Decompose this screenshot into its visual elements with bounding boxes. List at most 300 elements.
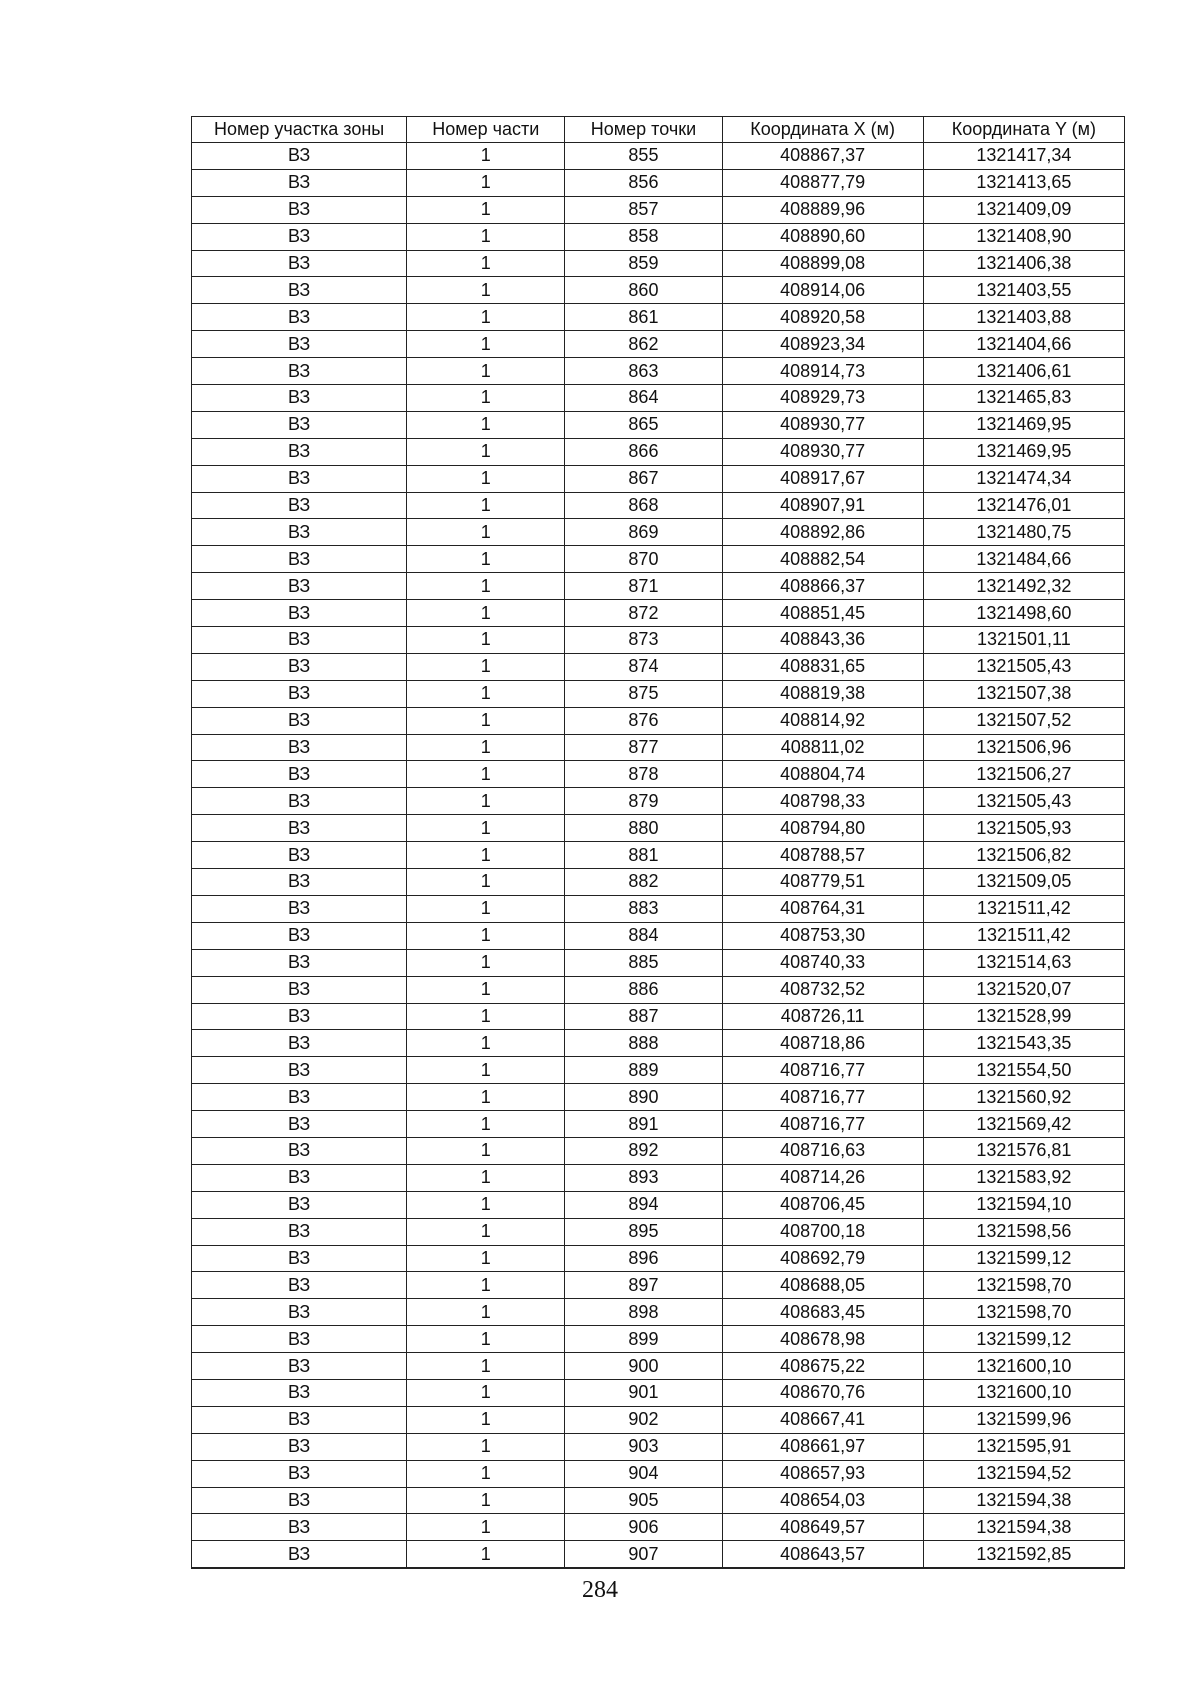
zone-section-cell: ВЗ [192, 1353, 407, 1380]
table-row [192, 869, 1125, 896]
table-row [192, 1057, 1125, 1084]
part-number-cell: 1 [407, 223, 565, 250]
point-number-cell: 899 [565, 1326, 722, 1353]
table-row [192, 707, 1125, 734]
table-row [192, 1137, 1125, 1164]
table-row [192, 438, 1125, 465]
zone-section-cell: ВЗ [192, 358, 407, 385]
table-row [192, 1379, 1125, 1406]
coordinate-y-cell: 1321576,81 [923, 1137, 1124, 1164]
coordinate-y-cell: 1321409,09 [923, 196, 1124, 223]
coordinate-y-cell: 1321505,43 [923, 653, 1124, 680]
point-number-cell: 866 [565, 438, 722, 465]
part-number-cell: 1 [407, 1460, 565, 1487]
table-row [192, 922, 1125, 949]
coordinate-y-cell: 1321511,42 [923, 895, 1124, 922]
table-row [192, 653, 1125, 680]
coordinate-x-cell: 408649,57 [722, 1514, 923, 1541]
header-coordinate-y: Координата Y (м) [923, 117, 1124, 143]
table-row [192, 358, 1125, 385]
part-number-cell: 1 [407, 761, 565, 788]
coordinate-x-cell: 408788,57 [722, 842, 923, 869]
zone-section-cell: ВЗ [192, 1514, 407, 1541]
point-number-cell: 893 [565, 1164, 722, 1191]
coordinate-y-cell: 1321600,10 [923, 1379, 1124, 1406]
coordinate-x-cell: 408779,51 [722, 869, 923, 896]
table-row [192, 573, 1125, 600]
part-number-cell: 1 [407, 1245, 565, 1272]
point-number-cell: 860 [565, 277, 722, 304]
table-row [192, 492, 1125, 519]
coordinate-x-cell: 408889,96 [722, 196, 923, 223]
point-number-cell: 879 [565, 788, 722, 815]
coordinates-table [191, 116, 1125, 1569]
point-number-cell: 864 [565, 385, 722, 412]
table-row [192, 250, 1125, 277]
zone-section-cell: ВЗ [192, 1003, 407, 1030]
point-number-cell: 880 [565, 815, 722, 842]
point-number-cell: 907 [565, 1541, 722, 1568]
coordinate-y-cell: 1321406,38 [923, 250, 1124, 277]
zone-section-cell: ВЗ [192, 1245, 407, 1272]
coordinate-x-cell: 408688,05 [722, 1272, 923, 1299]
part-number-cell: 1 [407, 1084, 565, 1111]
coordinate-y-cell: 1321501,11 [923, 627, 1124, 654]
point-number-cell: 856 [565, 169, 722, 196]
point-number-cell: 869 [565, 519, 722, 546]
zone-section-cell: ВЗ [192, 1137, 407, 1164]
coordinate-x-cell: 408657,93 [722, 1460, 923, 1487]
coordinate-y-cell: 1321598,70 [923, 1299, 1124, 1326]
point-number-cell: 891 [565, 1111, 722, 1138]
part-number-cell: 1 [407, 1137, 565, 1164]
coordinate-x-cell: 408700,18 [722, 1218, 923, 1245]
zone-section-cell: ВЗ [192, 680, 407, 707]
point-number-cell: 884 [565, 922, 722, 949]
point-number-cell: 859 [565, 250, 722, 277]
table-row [192, 1218, 1125, 1245]
point-number-cell: 862 [565, 331, 722, 358]
point-number-cell: 900 [565, 1353, 722, 1380]
zone-section-cell: ВЗ [192, 627, 407, 654]
table-row [192, 1541, 1125, 1568]
coordinate-y-cell: 1321560,92 [923, 1084, 1124, 1111]
table-row [192, 1272, 1125, 1299]
part-number-cell: 1 [407, 1433, 565, 1460]
coordinate-y-cell: 1321595,91 [923, 1433, 1124, 1460]
part-number-cell: 1 [407, 815, 565, 842]
coordinate-x-cell: 408877,79 [722, 169, 923, 196]
coordinate-x-cell: 408917,67 [722, 465, 923, 492]
coordinate-y-cell: 1321583,92 [923, 1164, 1124, 1191]
coordinate-y-cell: 1321511,42 [923, 922, 1124, 949]
zone-section-cell: ВЗ [192, 411, 407, 438]
part-number-cell: 1 [407, 842, 565, 869]
part-number-cell: 1 [407, 331, 565, 358]
coordinate-y-cell: 1321598,56 [923, 1218, 1124, 1245]
table-row [192, 196, 1125, 223]
coordinate-x-cell: 408867,37 [722, 143, 923, 170]
part-number-cell: 1 [407, 1353, 565, 1380]
table-row [192, 1433, 1125, 1460]
table-row [192, 1084, 1125, 1111]
coordinate-y-cell: 1321403,88 [923, 304, 1124, 331]
point-number-cell: 887 [565, 1003, 722, 1030]
zone-section-cell: ВЗ [192, 331, 407, 358]
zone-section-cell: ВЗ [192, 546, 407, 573]
coordinate-y-cell: 1321480,75 [923, 519, 1124, 546]
part-number-cell: 1 [407, 196, 565, 223]
coordinate-y-cell: 1321492,32 [923, 573, 1124, 600]
coordinate-x-cell: 408892,86 [722, 519, 923, 546]
table-body [192, 143, 1125, 1569]
coordinate-y-cell: 1321592,85 [923, 1541, 1124, 1568]
table-row [192, 842, 1125, 869]
coordinate-x-cell: 408882,54 [722, 546, 923, 573]
part-number-cell: 1 [407, 627, 565, 654]
zone-section-cell: ВЗ [192, 143, 407, 170]
point-number-cell: 906 [565, 1514, 722, 1541]
coordinate-x-cell: 408907,91 [722, 492, 923, 519]
point-number-cell: 876 [565, 707, 722, 734]
part-number-cell: 1 [407, 1299, 565, 1326]
part-number-cell: 1 [407, 277, 565, 304]
table-row [192, 223, 1125, 250]
point-number-cell: 903 [565, 1433, 722, 1460]
coordinate-x-cell: 408718,86 [722, 1030, 923, 1057]
coordinate-y-cell: 1321505,93 [923, 815, 1124, 842]
zone-section-cell: ВЗ [192, 761, 407, 788]
coordinate-y-cell: 1321465,83 [923, 385, 1124, 412]
point-number-cell: 904 [565, 1460, 722, 1487]
point-number-cell: 870 [565, 546, 722, 573]
point-number-cell: 892 [565, 1137, 722, 1164]
zone-section-cell: ВЗ [192, 1326, 407, 1353]
coordinate-x-cell: 408814,92 [722, 707, 923, 734]
part-number-cell: 1 [407, 358, 565, 385]
table-row [192, 788, 1125, 815]
coordinate-x-cell: 408643,57 [722, 1541, 923, 1568]
coordinate-y-cell: 1321554,50 [923, 1057, 1124, 1084]
part-number-cell: 1 [407, 304, 565, 331]
part-number-cell: 1 [407, 250, 565, 277]
coordinate-y-cell: 1321528,99 [923, 1003, 1124, 1030]
coordinate-x-cell: 408811,02 [722, 734, 923, 761]
zone-section-cell: ВЗ [192, 196, 407, 223]
coordinate-x-cell: 408753,30 [722, 922, 923, 949]
coordinate-x-cell: 408683,45 [722, 1299, 923, 1326]
table-row [192, 331, 1125, 358]
table-row [192, 1514, 1125, 1541]
coordinate-x-cell: 408732,52 [722, 976, 923, 1003]
zone-section-cell: ВЗ [192, 1299, 407, 1326]
table-row [192, 143, 1125, 170]
coordinate-x-cell: 408914,06 [722, 277, 923, 304]
part-number-cell: 1 [407, 1057, 565, 1084]
table-row [192, 734, 1125, 761]
table-row [192, 385, 1125, 412]
part-number-cell: 1 [407, 788, 565, 815]
coordinate-y-cell: 1321594,38 [923, 1487, 1124, 1514]
table-row [192, 1191, 1125, 1218]
zone-section-cell: ВЗ [192, 815, 407, 842]
zone-section-cell: ВЗ [192, 250, 407, 277]
table-row [192, 1406, 1125, 1433]
point-number-cell: 898 [565, 1299, 722, 1326]
part-number-cell: 1 [407, 546, 565, 573]
point-number-cell: 878 [565, 761, 722, 788]
point-number-cell: 885 [565, 949, 722, 976]
coordinate-y-cell: 1321505,43 [923, 788, 1124, 815]
table-row [192, 1487, 1125, 1514]
point-number-cell: 905 [565, 1487, 722, 1514]
coordinate-x-cell: 408716,77 [722, 1111, 923, 1138]
point-number-cell: 863 [565, 358, 722, 385]
header-part-number: Номер части [407, 117, 565, 143]
part-number-cell: 1 [407, 411, 565, 438]
coordinate-y-cell: 1321404,66 [923, 331, 1124, 358]
coordinate-y-cell: 1321509,05 [923, 869, 1124, 896]
point-number-cell: 865 [565, 411, 722, 438]
zone-section-cell: ВЗ [192, 707, 407, 734]
table-row [192, 815, 1125, 842]
part-number-cell: 1 [407, 1164, 565, 1191]
zone-section-cell: ВЗ [192, 277, 407, 304]
zone-section-cell: ВЗ [192, 600, 407, 627]
header-coordinate-x: Координата X (м) [722, 117, 923, 143]
zone-section-cell: ВЗ [192, 438, 407, 465]
zone-section-cell: ВЗ [192, 1406, 407, 1433]
coordinate-y-cell: 1321506,82 [923, 842, 1124, 869]
table-row [192, 546, 1125, 573]
coordinate-x-cell: 408716,77 [722, 1057, 923, 1084]
part-number-cell: 1 [407, 895, 565, 922]
table-row [192, 304, 1125, 331]
point-number-cell: 890 [565, 1084, 722, 1111]
point-number-cell: 877 [565, 734, 722, 761]
table-row [192, 680, 1125, 707]
point-number-cell: 871 [565, 573, 722, 600]
zone-section-cell: ВЗ [192, 1084, 407, 1111]
part-number-cell: 1 [407, 869, 565, 896]
point-number-cell: 896 [565, 1245, 722, 1272]
coordinate-y-cell: 1321594,38 [923, 1514, 1124, 1541]
part-number-cell: 1 [407, 1272, 565, 1299]
part-number-cell: 1 [407, 680, 565, 707]
zone-section-cell: ВЗ [192, 465, 407, 492]
coordinate-x-cell: 408740,33 [722, 949, 923, 976]
table-row [192, 627, 1125, 654]
part-number-cell: 1 [407, 1003, 565, 1030]
page-number: 284 [582, 1577, 618, 1603]
point-number-cell: 855 [565, 143, 722, 170]
coordinate-y-cell: 1321599,12 [923, 1326, 1124, 1353]
table-row [192, 600, 1125, 627]
part-number-cell: 1 [407, 1406, 565, 1433]
coordinate-y-cell: 1321406,61 [923, 358, 1124, 385]
coordinate-x-cell: 408930,77 [722, 438, 923, 465]
coordinate-x-cell: 408661,97 [722, 1433, 923, 1460]
part-number-cell: 1 [407, 1487, 565, 1514]
header-point-number: Номер точки [565, 117, 722, 143]
part-number-cell: 1 [407, 1218, 565, 1245]
zone-section-cell: ВЗ [192, 949, 407, 976]
point-number-cell: 886 [565, 976, 722, 1003]
coordinate-x-cell: 408692,79 [722, 1245, 923, 1272]
table-row [192, 1003, 1125, 1030]
zone-section-cell: ВЗ [192, 1433, 407, 1460]
table-row [192, 895, 1125, 922]
part-number-cell: 1 [407, 385, 565, 412]
table-row [192, 1326, 1125, 1353]
part-number-cell: 1 [407, 1514, 565, 1541]
coordinate-y-cell: 1321599,12 [923, 1245, 1124, 1272]
coordinate-x-cell: 408804,74 [722, 761, 923, 788]
part-number-cell: 1 [407, 1191, 565, 1218]
coordinate-y-cell: 1321514,63 [923, 949, 1124, 976]
table-row [192, 761, 1125, 788]
zone-section-cell: ВЗ [192, 1218, 407, 1245]
zone-section-cell: ВЗ [192, 1057, 407, 1084]
point-number-cell: 857 [565, 196, 722, 223]
part-number-cell: 1 [407, 519, 565, 546]
coordinate-x-cell: 408716,77 [722, 1084, 923, 1111]
coordinate-x-cell: 408851,45 [722, 600, 923, 627]
table-row [192, 411, 1125, 438]
point-number-cell: 882 [565, 869, 722, 896]
part-number-cell: 1 [407, 438, 565, 465]
coordinate-x-cell: 408899,08 [722, 250, 923, 277]
zone-section-cell: ВЗ [192, 922, 407, 949]
coordinate-x-cell: 408923,34 [722, 331, 923, 358]
point-number-cell: 861 [565, 304, 722, 331]
table-row [192, 1111, 1125, 1138]
point-number-cell: 894 [565, 1191, 722, 1218]
table-header-row [192, 117, 1125, 143]
coordinate-y-cell: 1321543,35 [923, 1030, 1124, 1057]
zone-section-cell: ВЗ [192, 385, 407, 412]
part-number-cell: 1 [407, 143, 565, 170]
table-row [192, 976, 1125, 1003]
coordinate-x-cell: 408890,60 [722, 223, 923, 250]
zone-section-cell: ВЗ [192, 653, 407, 680]
table-row [192, 1299, 1125, 1326]
coordinate-y-cell: 1321408,90 [923, 223, 1124, 250]
zone-section-cell: ВЗ [192, 788, 407, 815]
part-number-cell: 1 [407, 734, 565, 761]
zone-section-cell: ВЗ [192, 1487, 407, 1514]
zone-section-cell: ВЗ [192, 1030, 407, 1057]
coordinate-y-cell: 1321417,34 [923, 143, 1124, 170]
table-row [192, 277, 1125, 304]
table-row [192, 169, 1125, 196]
coordinate-x-cell: 408920,58 [722, 304, 923, 331]
zone-section-cell: ВЗ [192, 169, 407, 196]
coordinate-y-cell: 1321520,07 [923, 976, 1124, 1003]
coordinate-x-cell: 408716,63 [722, 1137, 923, 1164]
table-row [192, 949, 1125, 976]
part-number-cell: 1 [407, 1541, 565, 1568]
part-number-cell: 1 [407, 1030, 565, 1057]
zone-section-cell: ВЗ [192, 842, 407, 869]
table-row [192, 1245, 1125, 1272]
part-number-cell: 1 [407, 976, 565, 1003]
coordinate-y-cell: 1321507,52 [923, 707, 1124, 734]
point-number-cell: 858 [565, 223, 722, 250]
zone-section-cell: ВЗ [192, 1272, 407, 1299]
coordinate-x-cell: 408798,33 [722, 788, 923, 815]
zone-section-cell: ВЗ [192, 1460, 407, 1487]
coordinate-y-cell: 1321476,01 [923, 492, 1124, 519]
coordinate-y-cell: 1321598,70 [923, 1272, 1124, 1299]
zone-section-cell: ВЗ [192, 223, 407, 250]
coordinate-x-cell: 408678,98 [722, 1326, 923, 1353]
zone-section-cell: ВЗ [192, 1164, 407, 1191]
point-number-cell: 895 [565, 1218, 722, 1245]
table-row [192, 1353, 1125, 1380]
part-number-cell: 1 [407, 1111, 565, 1138]
table-row [192, 519, 1125, 546]
coordinate-x-cell: 408843,36 [722, 627, 923, 654]
header-zone-section-number: Номер участка зоны [192, 117, 407, 143]
coordinate-x-cell: 408714,26 [722, 1164, 923, 1191]
coordinate-x-cell: 408670,76 [722, 1379, 923, 1406]
coordinate-y-cell: 1321469,95 [923, 438, 1124, 465]
part-number-cell: 1 [407, 492, 565, 519]
part-number-cell: 1 [407, 169, 565, 196]
zone-section-cell: ВЗ [192, 519, 407, 546]
point-number-cell: 902 [565, 1406, 722, 1433]
coordinate-x-cell: 408819,38 [722, 680, 923, 707]
point-number-cell: 901 [565, 1379, 722, 1406]
coordinate-x-cell: 408726,11 [722, 1003, 923, 1030]
point-number-cell: 872 [565, 600, 722, 627]
table-row [192, 1164, 1125, 1191]
zone-section-cell: ВЗ [192, 976, 407, 1003]
point-number-cell: 889 [565, 1057, 722, 1084]
coordinate-x-cell: 408914,73 [722, 358, 923, 385]
coordinate-y-cell: 1321403,55 [923, 277, 1124, 304]
coordinate-y-cell: 1321507,38 [923, 680, 1124, 707]
coordinate-x-cell: 408930,77 [722, 411, 923, 438]
zone-section-cell: ВЗ [192, 304, 407, 331]
coordinate-x-cell: 408667,41 [722, 1406, 923, 1433]
coordinate-y-cell: 1321484,66 [923, 546, 1124, 573]
coordinate-y-cell: 1321474,34 [923, 465, 1124, 492]
part-number-cell: 1 [407, 922, 565, 949]
point-number-cell: 874 [565, 653, 722, 680]
zone-section-cell: ВЗ [192, 1541, 407, 1568]
point-number-cell: 875 [565, 680, 722, 707]
coordinate-x-cell: 408794,80 [722, 815, 923, 842]
zone-section-cell: ВЗ [192, 1191, 407, 1218]
coordinate-y-cell: 1321413,65 [923, 169, 1124, 196]
zone-section-cell: ВЗ [192, 734, 407, 761]
coordinate-x-cell: 408929,73 [722, 385, 923, 412]
coordinate-y-cell: 1321498,60 [923, 600, 1124, 627]
point-number-cell: 867 [565, 465, 722, 492]
part-number-cell: 1 [407, 1379, 565, 1406]
point-number-cell: 888 [565, 1030, 722, 1057]
coordinate-y-cell: 1321594,52 [923, 1460, 1124, 1487]
zone-section-cell: ВЗ [192, 492, 407, 519]
part-number-cell: 1 [407, 949, 565, 976]
table-row [192, 1460, 1125, 1487]
table-row [192, 465, 1125, 492]
coordinate-x-cell: 408675,22 [722, 1353, 923, 1380]
part-number-cell: 1 [407, 465, 565, 492]
coordinate-x-cell: 408866,37 [722, 573, 923, 600]
